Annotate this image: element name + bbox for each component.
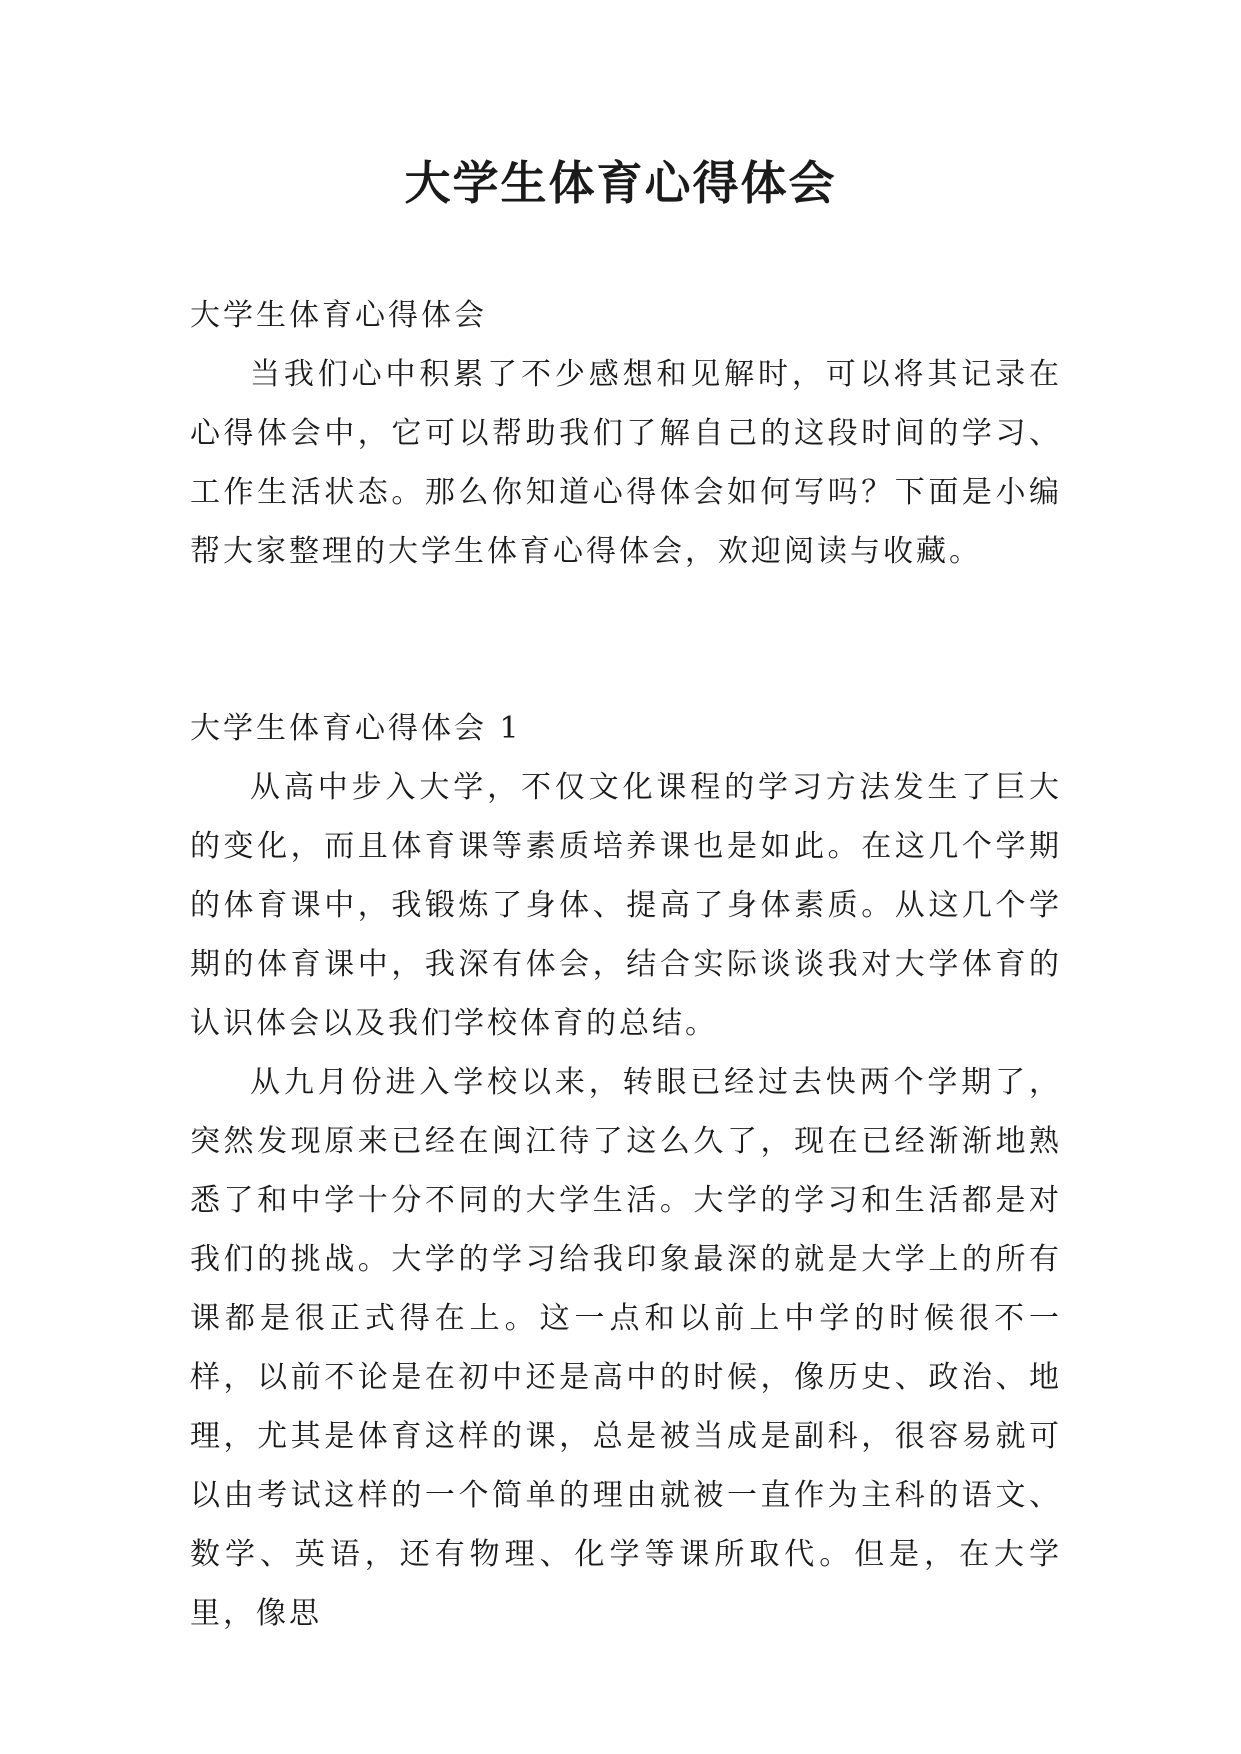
intro-heading: 大学生体育心得体会 <box>190 298 487 333</box>
intro-paragraph: 当我们心中积累了不少感想和见解时，可以将其记录在心得体会中，它可以帮助我们了解自己的这段时间的学习、工作生活状态。那么你知道心得体会如何写吗？下面是小编帮大家整理的大学生体育心得体会，欢迎阅读与收藏。 <box>190 357 1062 569</box>
section-paragraph: 从九月份进入学校以来，转眼已经过去快两个学期了，突然发现原来已经在闽江待了这么久了，现在已经渐渐地熟悉了和中学十分不同的大学生活。大学的学习和生活都是对我们的挑战。大学的学习给我印象最深的就是大学上的所有课都是很正式得在上。这一点和以前上中学的时候很不一样，以前不论是在初中还是高中的时候，像历史、政治、地理，尤其是体育这样的课，总是被当成是副科，很容易就可以由考试这样的一个简单的理由就被一直作为主科的语文、数学、英语，还有物理、化学等课所取代。但是，在大学里，像思 <box>190 1065 1062 1631</box>
section-heading: 大学生体育心得体会 1 <box>190 711 522 746</box>
document-title: 大学生体育心得体会 <box>404 156 837 210</box>
section-paragraph: 从高中步入大学，不仅文化课程的学习方法发生了巨大的变化，而且体育课等素质培养课也是如此。在这几个学期的体育课中，我锻炼了身体、提高了身体素质。从这几个学期的体育课中，我深有体会，结合实际谈谈我对大学体育的认识体会以及我们学校体育的总结。 <box>190 770 1062 1041</box>
section-spacer <box>190 581 1062 699</box>
document-body <box>190 286 1062 1643</box>
